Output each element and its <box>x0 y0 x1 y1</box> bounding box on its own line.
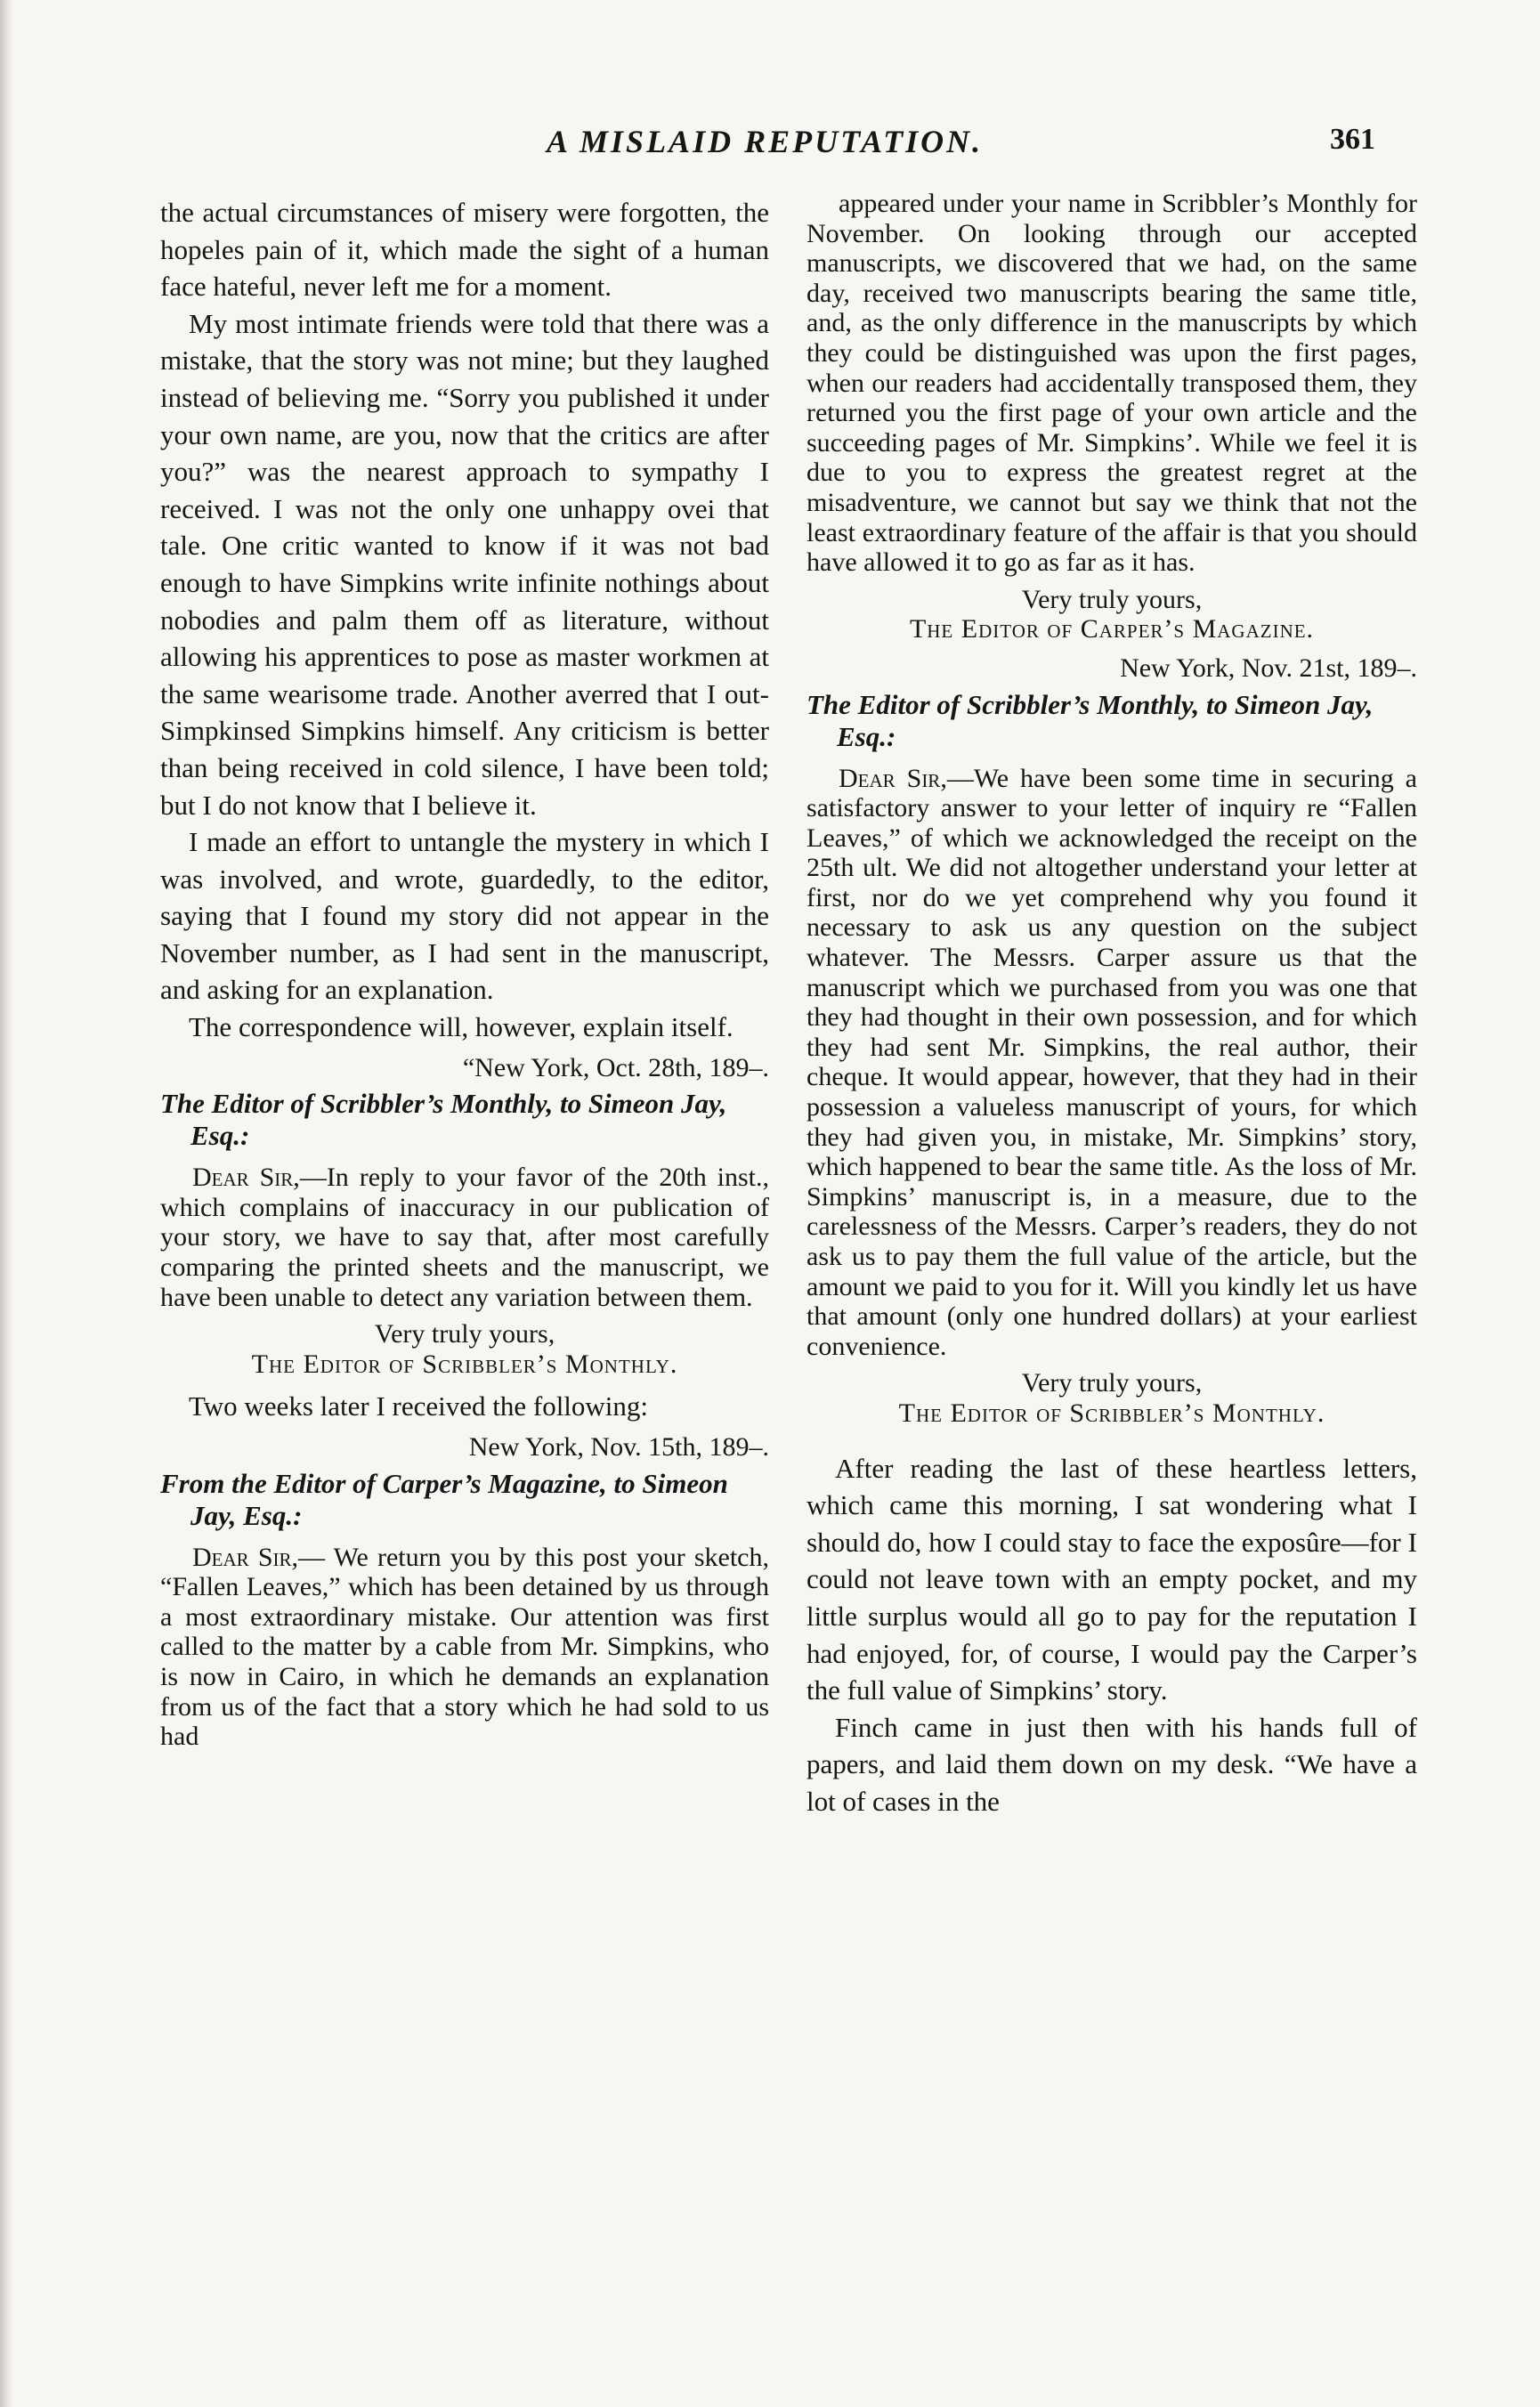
letter-signature: The Editor of Scribbler’s Monthly. <box>251 1349 678 1379</box>
letter-salutation: Dear Sir, <box>839 763 947 793</box>
letter-closing: Very truly yours, <box>1021 1368 1203 1398</box>
letter-body <box>160 1163 769 1312</box>
letter-scribblers-oct <box>160 1053 769 1380</box>
letter-body <box>160 1543 769 1752</box>
page-number: 361 <box>1330 123 1375 156</box>
paragraph-finch: Finch came in just then with his hands full of papers, and laid them down on my desk. “We have a lot of cases in the <box>806 1711 1417 1817</box>
letter-dateline: New York, Nov. 15th, 189–. <box>468 1432 769 1462</box>
letter-address: The Editor of Scribbler’s Monthly, to Simeon Jay, Esq.: <box>806 688 1374 752</box>
paragraph-correspondence: The correspondence will, however, explain itself. <box>189 1011 734 1043</box>
letter-body-text: — We return you by this post your sketch, “Fallen Leaves,” which has been detained by us through a most extraordinary mistake. Our attention was first called to the matter by a cable from Mr. Simpkins, who is now in Cairo, in which he demands an explanation from us of the fact that a story which he had sold to us had <box>160 1542 769 1752</box>
letter-body-text: —We have been some time in securing a satisfactory answer to your letter of inquiry re “Fallen Leaves,” of which we acknowledged the receipt on the 25th ult. We did not altogether understand your letter at first, nor do we yet comprehend why you found it necessary to ask us any question on the subject whatever. The Messrs. Carper assure us that the manuscript which we purchased from you was one that they had thought in their own possession, and for which they had sent Mr. Simpkins, the real author, their cheque. It would appear, however, that they had in their possession a valueless manuscript of yours, for which they had given you, in mistake, Mr. Simpkins’ story, which happened to bear the same title. As the loss of Mr. Simpkins’ manuscript is, in a measure, due to the carelessness of the Messrs. Carper’s readers, they do not ask us to pay them the full value of the article, but the amount we paid to you for it. Will you kindly let us have that amount (only one hundred dollars) at your earliest convenience. <box>806 763 1417 1361</box>
paragraph-two-weeks: Two weeks later I received the following: <box>189 1390 649 1422</box>
letter-address: The Editor of Scribbler’s Monthly, to Simeon Jay, Esq.: <box>160 1088 727 1152</box>
left-column <box>160 194 769 2375</box>
running-head <box>0 123 1540 173</box>
letter-scribblers-nov <box>806 653 1417 1429</box>
paragraph-untangle: I made an effort to untangle the mystery in which I was involved, and wrote, guardedly, to the editor, saying that I found my story did not appear in the November number, as I had sent in the manuscript, and asking for an explanation. <box>160 826 769 1006</box>
letter-closing: Very truly yours, <box>1021 584 1203 614</box>
running-title: A MISLAID REPUTATION. <box>547 124 984 159</box>
letter-body-continued: appeared under your name in Scribbler’s Monthly for November. On looking through our accepted manuscripts, we discovered that we had, on the same day, received two manuscripts bearing the same title, and, as the only difference in the manuscripts by which they could be distinguished was upon the first pages, when our readers had accidentally transposed them, they returned you the first page of your own article and the succeeding pages of Mr. Simpkins’. While we feel it is due to you to express the greatest regret at the misadventure, we cannot but say we think that not the least extraordinary feature of the affair is that you should have allowed it to go as far as it has. <box>806 189 1417 578</box>
letter-signature: The Editor of Scribbler’s Monthly. <box>898 1398 1325 1428</box>
letter-dateline: “New York, Oct. 28th, 189–. <box>462 1052 769 1082</box>
letter-address: From the Editor of Carper’s Magazine, to Simeon Jay, Esq.: <box>160 1467 728 1531</box>
letter-closing: Very truly yours, <box>374 1319 555 1349</box>
letter-salutation: Dear Sir, <box>192 1542 298 1572</box>
paragraph-friends: My most intimate friends were told that there was a mistake, that the story was not mine; but they laughed instead of believing me. “Sorry you published it under your own name, are you, now that the critics are after you?” was the nearest approach to sympathy I received. I was not the only one unhappy ovei that tale. One critic wanted to know if it was not bad enough to have Simpkins write infinite nothings about nobodies and palm them off as literature, without allowing his apprentices to pose as master workmen at the same wearisome trade. Another averred that I out-Simpkinsed Simpkins himself. Any criticism is better than being received in cold silence, I have been told; but I do not know that I believe it. <box>160 307 769 821</box>
page-edge-shadow <box>0 0 14 2407</box>
paragraph-continued: the actual circumstances of misery were forgotten, the hopeles pain of it, which made the sight of a human face hateful, never left me for a moment. <box>160 197 769 303</box>
letter-carpers-continued <box>806 189 1417 644</box>
letter-salutation: Dear Sir, <box>192 1163 300 1193</box>
letter-dateline: New York, Nov. 21st, 189–. <box>1120 652 1417 683</box>
letter-body-text: —In reply to your favor of the 20th inst., which complains of inaccuracy in our publication of your story, we have to say that, after most carefully comparing the printed sheets and the manuscript, we have been unable to detect any variation between them. <box>160 1163 769 1312</box>
paragraph-after-reading: After reading the last of these heartless letters, which came this morning, I sat wondering what I should do, how I could stay to face the exposûre—for I could not leave town with an empty pocket, and my little surplus would all go to pay for the reputation I had enjoyed, for, of course, I would pay the Carper’s the full value of Simpkins’ story. <box>806 1452 1417 1706</box>
right-column <box>806 189 1417 2370</box>
letter-signature: The Editor of Carper’s Magazine. <box>909 614 1315 644</box>
letter-carpers <box>160 1432 769 1752</box>
letter-body <box>806 764 1417 1362</box>
